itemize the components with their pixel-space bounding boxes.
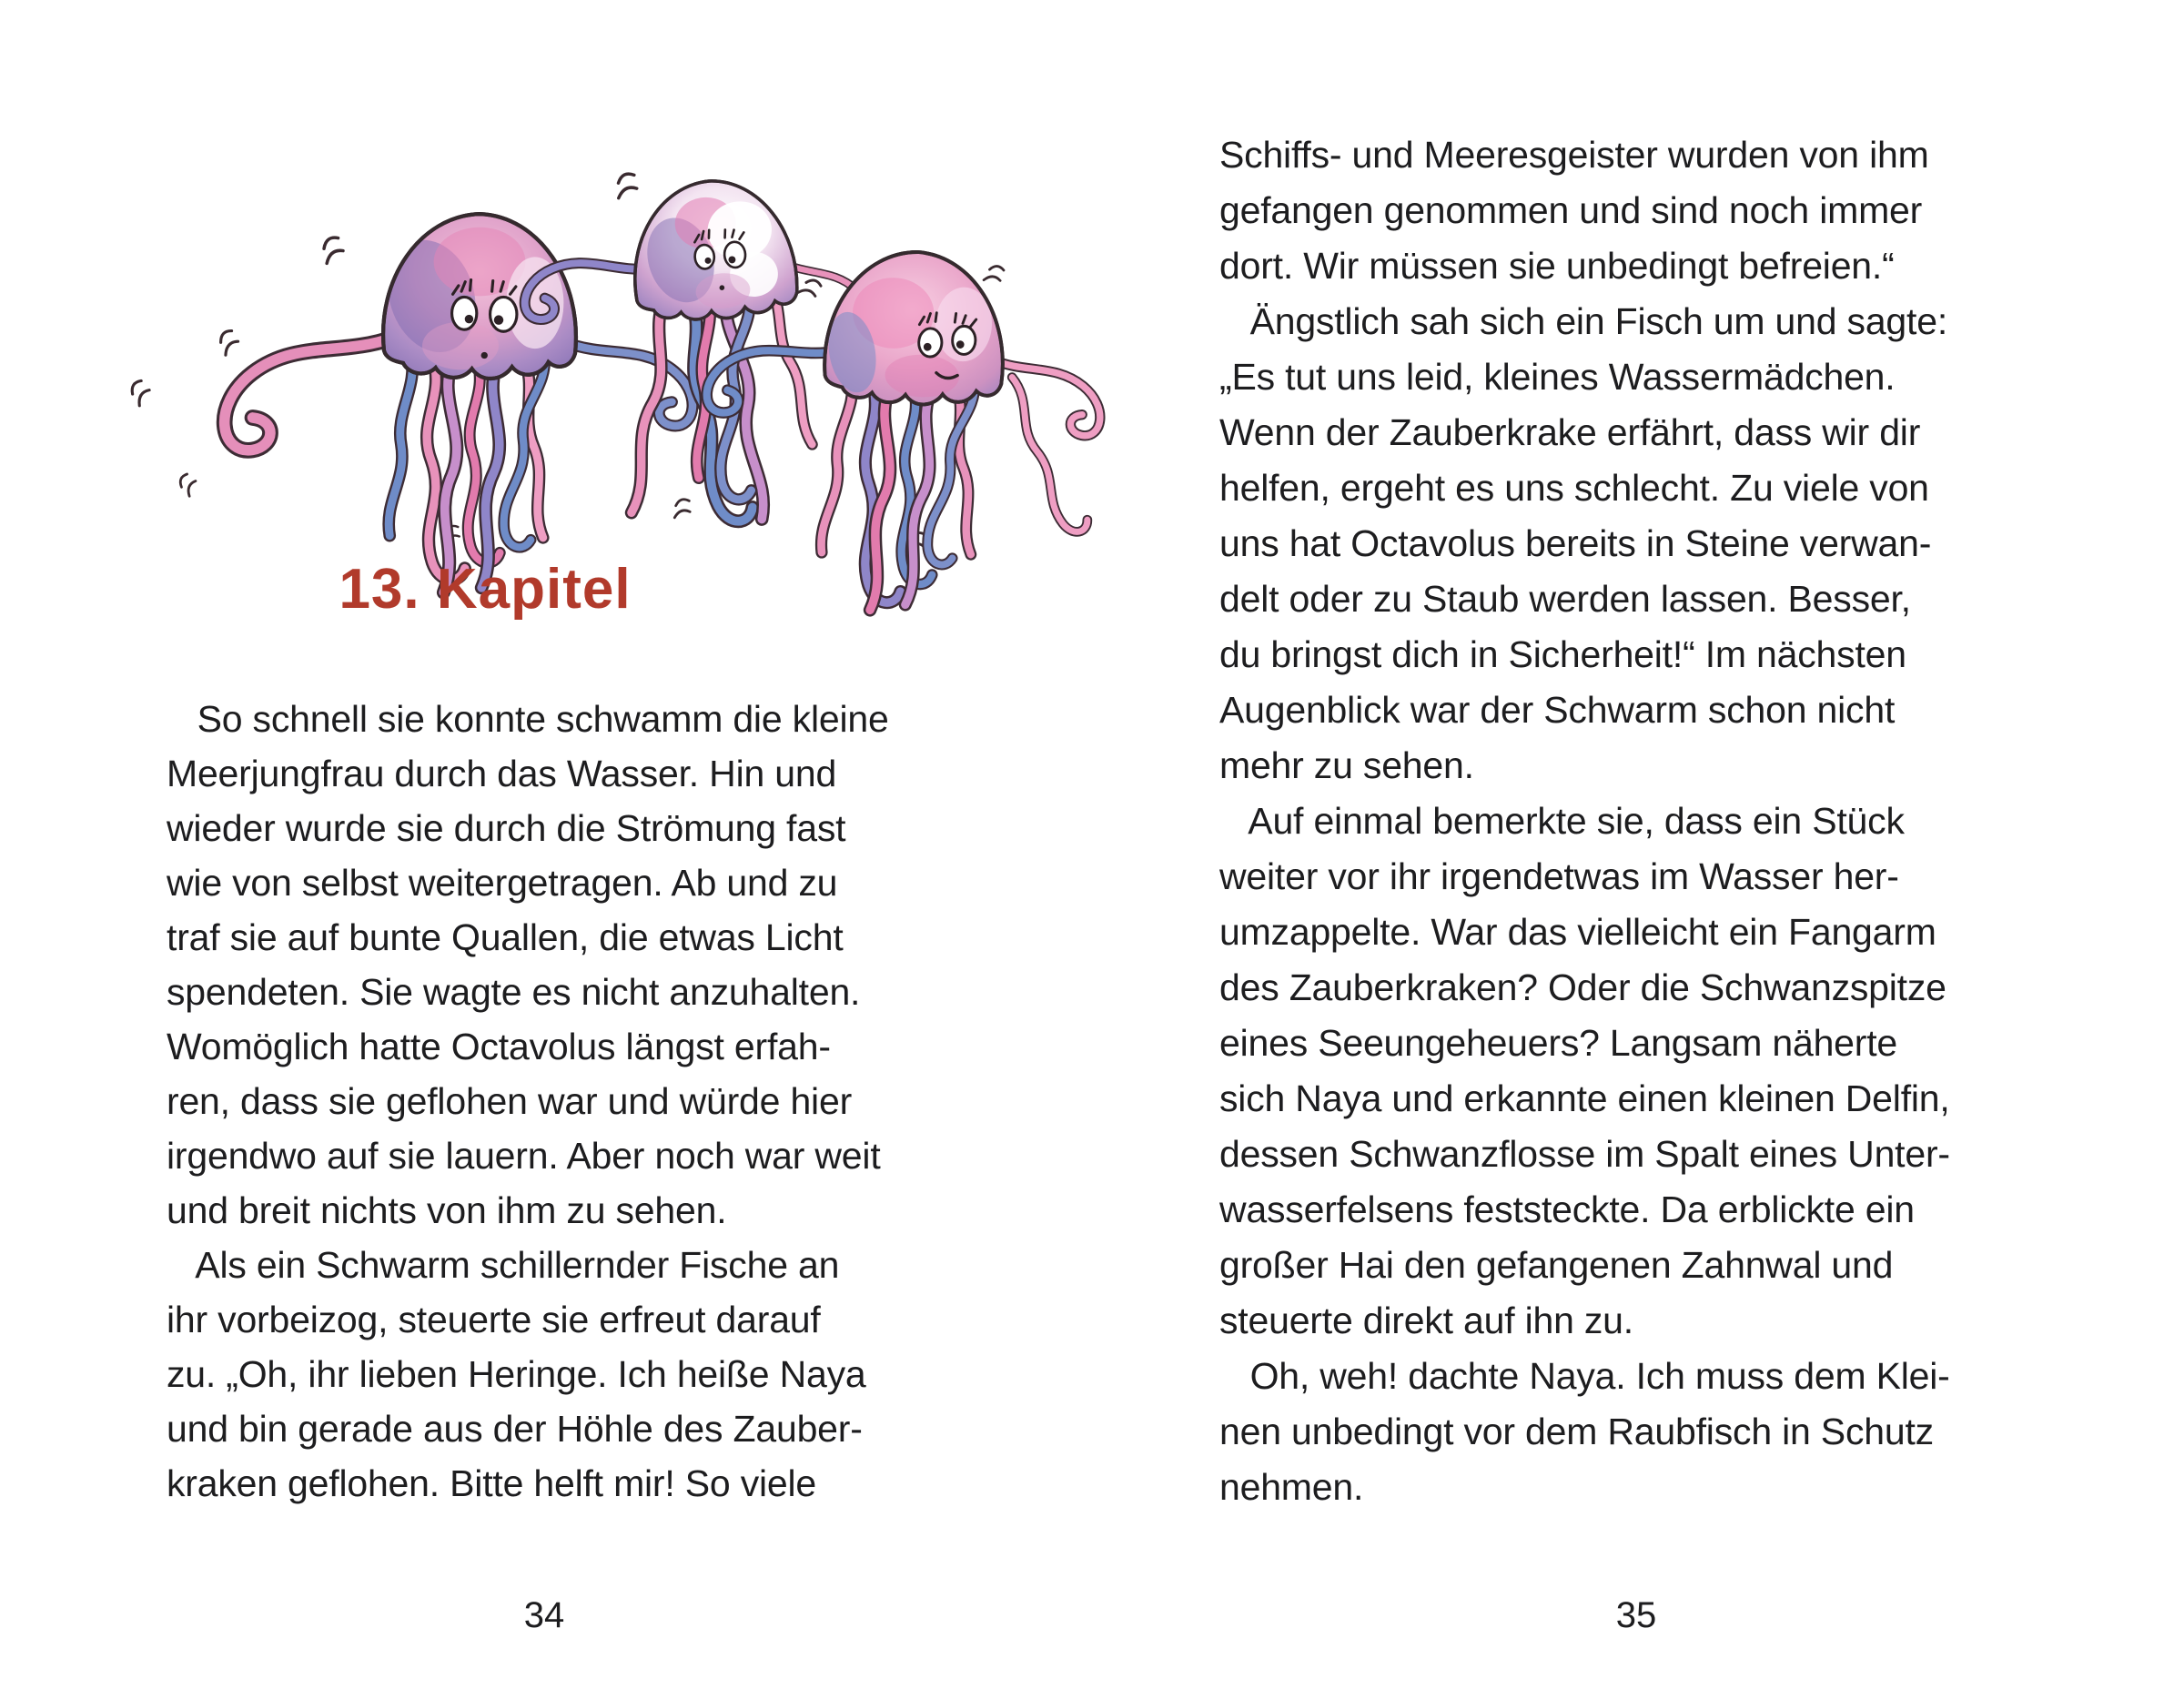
right-page-text: [1219, 127, 1950, 1515]
text-line: Schiffs- und Meeresgeister wurden von ihm: [1219, 134, 1929, 176]
text-line: Als ein Schwarm schillernder Fische an: [167, 1244, 840, 1286]
text-line: Wenn der Zauberkrake erfährt, dass wir dir: [1219, 411, 1921, 453]
text-line: Auf einmal bemerkte sie, dass ein Stück: [1219, 800, 1905, 842]
text-line: uns hat Octavolus bereits in Steine verwan-: [1219, 522, 1932, 564]
text-line: wieder wurde sie durch die Strömung fast: [167, 807, 846, 849]
text-line: wasserfelsens feststeckte. Da erblickte ein: [1219, 1188, 1915, 1230]
text-line: dessen Schwanzflosse im Spalt eines Unter-: [1219, 1133, 1950, 1175]
text-line: ihr vorbeizog, steuerte sie erfreut darauf: [167, 1299, 821, 1340]
text-line: des Zauberkraken? Oder die Schwanzspitze: [1219, 966, 1946, 1008]
text-line: kraken geflohen. Bitte helft mir! So viele: [167, 1462, 817, 1504]
text-line: weiter vor ihr irgendetwas im Wasser her-: [1219, 855, 1899, 897]
text-line: mehr zu sehen.: [1219, 744, 1474, 786]
text-line: du bringst dich in Sicherheit!“ Im nächsten: [1219, 633, 1906, 675]
text-line: sich Naya und erkannte einen kleinen Delfin,: [1219, 1077, 1950, 1119]
text-line: traf sie auf bunte Quallen, die etwas Licht: [167, 916, 844, 958]
text-line: nehmen.: [1219, 1466, 1364, 1508]
jellyfish-illustration: [91, 73, 1001, 546]
text-line: und bin gerade aus der Höhle des Zauber-: [167, 1408, 863, 1450]
text-line: So schnell sie konnte schwamm die kleine: [167, 698, 889, 740]
text-line: „Es tut uns leid, kleines Wassermädchen.: [1219, 356, 1896, 398]
text-line: steuerte direkt auf ihn zu.: [1219, 1300, 1633, 1341]
text-line: Womöglich hatte Octavolus längst erfah-: [167, 1026, 831, 1067]
page-number-right: 35: [1615, 1595, 1657, 1635]
text-line: nen unbedingt vor dem Raubfisch in Schutz: [1219, 1411, 1934, 1452]
text-line: irgendwo auf sie lauern. Aber noch war weit: [167, 1135, 881, 1177]
text-line: Ängstlich sah sich ein Fisch um und sagte:: [1219, 300, 1948, 342]
chapter-heading: 13. Kapitel: [339, 558, 632, 621]
text-line: Meerjungfrau durch das Wasser. Hin und: [167, 753, 837, 794]
left-page-text: [167, 692, 889, 1511]
text-line: ren, dass sie geflohen war und würde hier: [167, 1080, 853, 1122]
text-line: eines Seeungeheuers? Langsam näherte: [1219, 1022, 1898, 1064]
text-line: dort. Wir müssen sie unbedingt befreien.“: [1219, 245, 1895, 287]
text-line: und breit nichts von ihm zu sehen.: [167, 1189, 727, 1231]
text-line: delt oder zu Staub werden lassen. Besser,: [1219, 578, 1911, 620]
text-line: helfen, ergeht es uns schlecht. Zu viele von: [1219, 467, 1929, 509]
text-line: zu. „Oh, ihr lieben Heringe. Ich heiße Naya: [167, 1353, 866, 1395]
text-line: gefangen genommen und sind noch immer: [1219, 189, 1923, 231]
text-line: Oh, weh! dachte Naya. Ich muss dem Klei-: [1219, 1355, 1950, 1397]
text-line: spendeten. Sie wagte es nicht anzuhalten.: [167, 971, 861, 1013]
text-line: umzappelte. War das vielleicht ein Fangarm: [1219, 911, 1936, 953]
text-line: großer Hai den gefangenen Zahnwal und: [1219, 1244, 1894, 1286]
text-line: Augenblick war der Schwarm schon nicht: [1219, 689, 1896, 731]
page-number-left: 34: [523, 1595, 565, 1635]
text-line: wie von selbst weitergetragen. Ab und zu: [167, 862, 838, 904]
